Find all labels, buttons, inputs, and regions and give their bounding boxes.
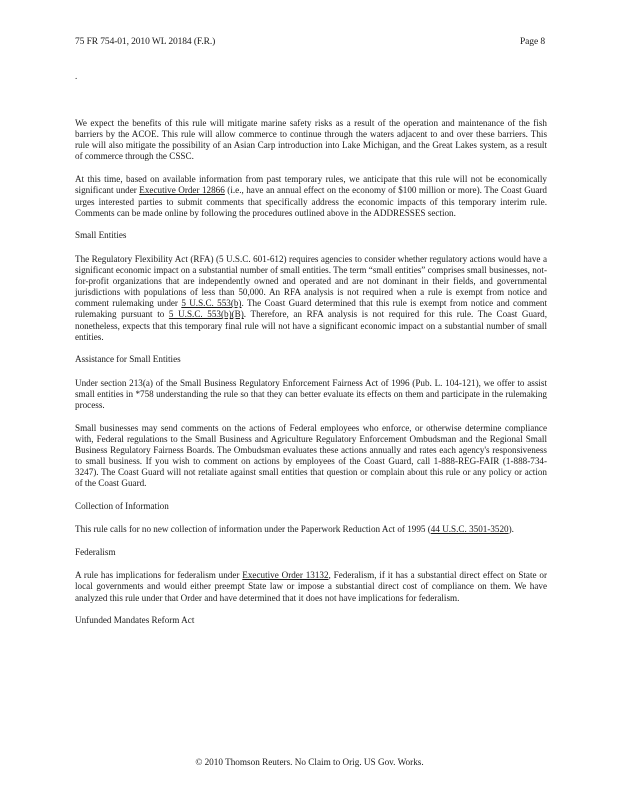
paragraph — [75, 174, 547, 219]
paragraph — [75, 423, 547, 490]
text-segment: Assistance for Small Entities — [75, 354, 181, 365]
text-segment: Collection of Information — [75, 501, 169, 512]
text-segment: Small Entities — [75, 230, 127, 241]
stray-mark: . — [75, 71, 78, 81]
citation-link[interactable]: 5 U.S.C. 553(b)(B) — [168, 309, 244, 320]
page-header — [75, 37, 545, 49]
paragraph — [75, 570, 547, 603]
section-heading — [75, 615, 547, 626]
text-segment: . Therefore, an RFA analysis is not required for this rule. The Coast Guard, nonetheless, expects that this temporary final rule will not have a significant economic impact on a substantial number of small entities. — [75, 309, 547, 342]
text-segment: ). — [508, 524, 514, 535]
document-body — [75, 118, 547, 638]
text-segment: The Regulatory Flexibility Act (RFA) (5 U.S.C. 601-612) requires agencies to consider whether regulatory actions would have a significant economic impact on a substantial number of small entities. The term “small entities” comprises small businesses, not-for-profit organizations that are independently owned and operated and are not dominant in their fields, and governmental jurisdictions with populations of less than 50,000. An RFA analysis is not required when a rule is exempt from notice and comment rulemaking under — [75, 253, 547, 309]
citation-link[interactable]: 5 U.S.C. 553(b) — [181, 298, 242, 309]
paragraph — [75, 378, 547, 411]
paragraph — [75, 524, 547, 535]
text-segment: (i.e., have an annual effect on the economy of $100 million or more). The Coast Guard urges interested parties to submit comments that specifically address the economic impacts of this temporary interim rule. Comments can be made online by following the procedures outlined above in the ADDRESSES section. — [75, 185, 547, 218]
citation-link[interactable]: Executive Order 12866 — [139, 185, 225, 196]
text-segment: Unfunded Mandates Reform Act — [75, 615, 195, 626]
text-segment: . The Coast Guard determined that this rule is exempt from notice and comment rulemaking pursuant to — [75, 298, 547, 320]
citation-link[interactable]: 44 U.S.C. 3501-3520 — [430, 524, 509, 535]
text-segment: Small businesses may send comments on the actions of Federal employees who enforce, or otherwise determine compliance with, Federal regulations to the Small Business and Agriculture Regulatory Enforcement Ombudsman and the Regional Small Business Regulatory Fairness Boards. The Ombudsman evaluates these actions annually and rates each agency's responsiveness to small business. If you wish to comment on actions by employees of the Coast Guard, call 1-888-REG-FAIR (1-888-734-3247). The Coast Guard will not retaliate against small entities that question or complain about this rule or any policy or action of the Coast Guard. — [75, 422, 547, 489]
text-segment: Under section 213(a) of the Small Business Regulatory Enforcement Fairness Act of 1996 (Pub. L. 104-121), we offer to assist small entities in *758 understanding the rule so that they can better evaluate its effects on them and participate in the rulemaking process. — [75, 377, 547, 410]
section-heading — [75, 230, 547, 241]
section-heading — [75, 354, 547, 365]
page-number: Page 8 — [520, 37, 545, 47]
section-heading — [75, 501, 547, 512]
text-segment: , Federalism, if it has a substantial direct effect on State or local governments and would either preempt State law or impose a substantial direct cost of compliance on them. We have analyzed this rule under that Order and have determined that it does not have implications for federalism. — [75, 570, 547, 603]
text-segment: A rule has implications for federalism under — [75, 570, 243, 581]
text-segment: At this time, based on available information from past temporary rules, we anticipate that this rule will not be economically significant under — [75, 174, 547, 196]
copyright-footer: © 2010 Thomson Reuters. No Claim to Orig. US Gov. Works. — [195, 757, 424, 767]
citation-link[interactable]: Executive Order 13132 — [242, 570, 329, 581]
text-segment: We expect the benefits of this rule will mitigate marine safety risks as a result of the operation and maintenance of the fish barriers by the ACOE. This rule will allow commerce to continue through the waters adjacent to and over these barriers. This rule will also mitigate the possibility of an Asian Carp introduction into Lake Michigan, and the Great Lakes system, as a result of commerce through the CSSC. — [75, 118, 547, 162]
section-heading — [75, 547, 547, 558]
paragraph — [75, 254, 547, 343]
citation: 75 FR 754-01, 2010 WL 20184 (F.R.) — [75, 37, 216, 47]
text-segment: This rule calls for no new collection of information under the Paperwork Reduction Act of 1995 ( — [75, 524, 431, 535]
paragraph — [75, 118, 547, 163]
text-segment: Federalism — [75, 547, 116, 558]
